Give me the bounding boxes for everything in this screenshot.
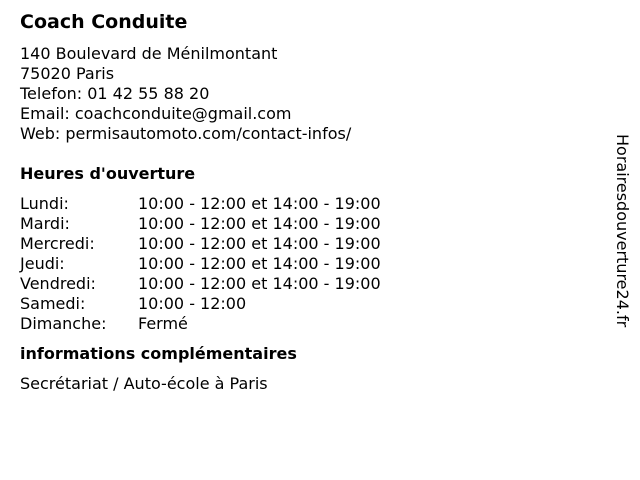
day-time: 10:00 - 12:00 et 14:00 - 19:00 <box>138 234 381 253</box>
info-text: Secrétariat / Auto-école à Paris <box>20 374 268 393</box>
day-label: Samedi: <box>20 294 86 313</box>
phone-line: Telefon: 01 42 55 88 20 <box>20 84 210 103</box>
hours-heading: Heures d'ouverture <box>20 164 196 183</box>
day-time: 10:00 - 12:00 et 14:00 - 19:00 <box>138 194 381 213</box>
day-label: Vendredi: <box>20 274 96 293</box>
site-watermark-label: Horairesdouverture24.fr <box>613 134 632 328</box>
day-time: 10:00 - 12:00 <box>138 294 247 313</box>
hours-row-jeudi <box>20 254 600 274</box>
day-time: 10:00 - 12:00 et 14:00 - 19:00 <box>138 254 381 273</box>
day-time: 10:00 - 12:00 et 14:00 - 19:00 <box>138 274 381 293</box>
day-label: Jeudi: <box>20 254 65 273</box>
info-heading: informations complémentaires <box>20 344 297 363</box>
business-card <box>20 10 600 394</box>
day-time: Fermé <box>138 314 188 333</box>
day-label: Dimanche: <box>20 314 107 333</box>
email-line: Email: coachconduite@gmail.com <box>20 104 292 123</box>
day-label: Lundi: <box>20 194 69 213</box>
day-label: Mercredi: <box>20 234 95 253</box>
hours-row-vendredi <box>20 274 600 294</box>
web-line: Web: permisautomoto.com/contact-infos/ <box>20 124 352 143</box>
business-name: Coach Conduite <box>20 11 188 33</box>
hours-row-dimanche <box>20 314 600 334</box>
hours-row-mardi <box>20 214 600 234</box>
hours-row-samedi <box>20 294 600 314</box>
hours-row-lundi <box>20 194 600 214</box>
address-city: 75020 Paris <box>20 64 115 83</box>
hours-table <box>20 194 600 334</box>
address-street: 140 Boulevard de Ménilmontant <box>20 44 278 63</box>
day-time: 10:00 - 12:00 et 14:00 - 19:00 <box>138 214 381 233</box>
hours-row-mercredi <box>20 234 600 254</box>
day-label: Mardi: <box>20 214 70 233</box>
